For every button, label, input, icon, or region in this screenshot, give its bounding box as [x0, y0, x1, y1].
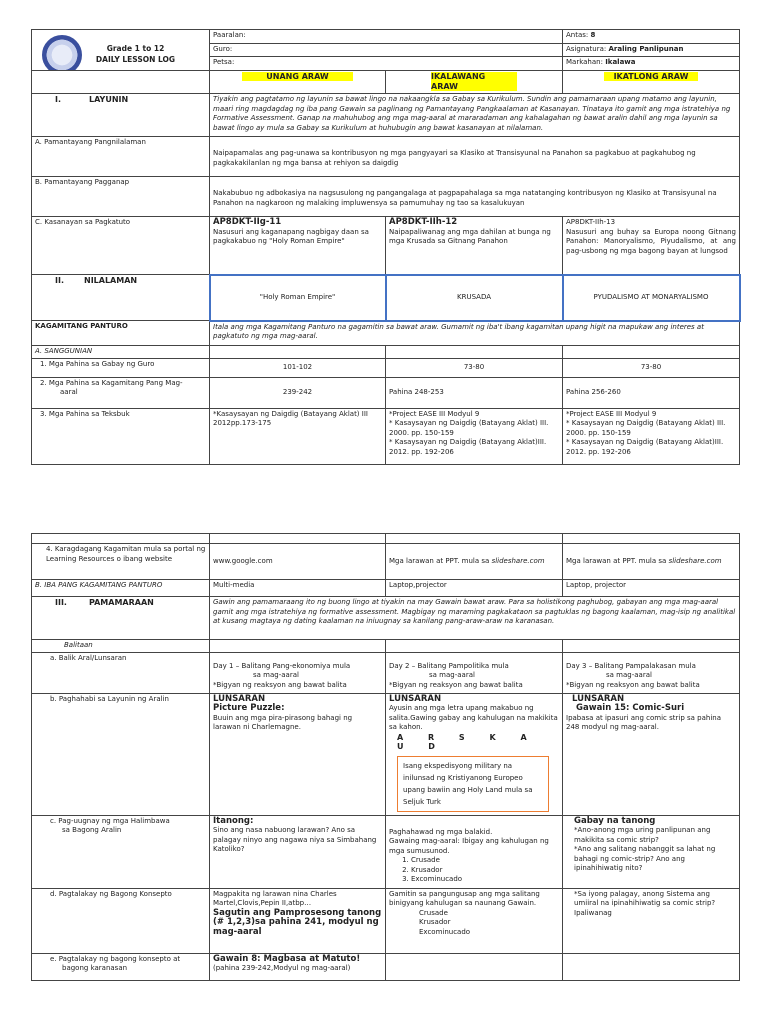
- balitaan-label: Balitaan: [32, 640, 210, 653]
- nilalaman-day1: "Holy Roman Empire": [210, 275, 386, 321]
- step-d-label: d. Pagtalakay ng Bagong Konsepto: [32, 888, 210, 953]
- iba-day3: Laptop, projector: [563, 580, 740, 597]
- asignatura-field: Asignatura: Araling Panlipunan: [563, 43, 740, 57]
- ref3-day3: *Project EASE III Modyul 9 * Kasaysayan ng Daigdig (Batayang Aklat) III. 2000. pp. 150-159 * Kasaysayan ng Daigdig (Batayang Aklat)III. 2012. pp. 192-206: [563, 408, 740, 464]
- step-a-label: a. Balik Aral/Lunsaran: [32, 652, 210, 693]
- step-b-day2: LUNSARAN Ayusin ang mga letra upang makabuo ng salita.Gawing gabay ang kahulugan na makikita sa kahon. A R S K A U D Isang ekspedisyong military na inilunsad ng Kristiyanong Europeo upang bawiin ang Holy Land mula sa Seljuk Turk: [386, 693, 563, 815]
- kasanayan-day1: AP8DKT-IIg-11 Nasusuri ang kaganapang nagbigay daan sa pagkakabuo ng "Holy Roman Empire": [210, 217, 386, 275]
- step-c-day1: Itanong: Sino ang nasa nabuong larawan? Ano sa palagay ninyo ang nagawa niya sa Simbahang Katoliko?: [210, 815, 386, 888]
- lesson-log-page-1: [31, 29, 739, 465]
- dll-title: DAILY LESSON LOG: [95, 55, 176, 64]
- iba-day1: Multi-media: [210, 580, 386, 597]
- step-b-day3: LUNSARAN Gawain 15: Comic-Suri Ipabasa at ipasuri ang comic strip sa pahina 248 modyul ng mag-aaral.: [563, 693, 740, 815]
- scrambled-letters: A R S K A U D: [397, 732, 538, 751]
- step-e-label: e. Pagtalakay ng bagong konsepto at bagong karanasan: [32, 953, 210, 980]
- step-b-label: b. Paghahabi sa Layunin ng Aralin: [32, 693, 210, 815]
- ref3-label: 3. Mga Pahina sa Teksbuk: [32, 408, 210, 464]
- terms-list: 1. Crusade 2. Krusador 3. Excominucado: [389, 856, 559, 885]
- step-c-label: c. Pag-uugnay ng mga Halimbawa sa Bagong Aralin: [32, 815, 210, 888]
- nilalaman-heading: II. NILALAMAN: [32, 275, 210, 321]
- ref1-day3: 73-80: [563, 358, 740, 377]
- pamamaraan-heading: III. PAMAMARAAN: [32, 597, 210, 640]
- iba-pang-label: B. IBA PANG KAGAMITANG PANTURO: [32, 580, 210, 597]
- header-logo-cell: [32, 30, 210, 71]
- ref2-day1: 239-242: [210, 377, 386, 408]
- kasanayan-day3: AP8DKT-IIh-13 Nasusuri ang buhay sa Europa noong Gitnang Panahon: Manoryalismo, Piyudalismo, at ang pag-usbong ng mga bagong bayan at lungsod: [563, 217, 740, 275]
- kagamitan-heading: KAGAMITANG PANTURO: [32, 321, 210, 346]
- grade-label: Grade 1 to 12: [106, 44, 165, 53]
- ref3-day1: *Kasaysayan ng Daigdig (Batayang Aklat) III 2012pp.173-175: [210, 408, 386, 464]
- kasanayan-day2: AP8DKT-IIh-12 Naipapaliwanag ang mga dahilan at bunga ng mga Krusada sa Gitnang Panahon: [386, 217, 563, 275]
- step-d-day1: Magpakita ng larawan nina Charles Martel,Clovis,Pepin II,atbp… Sagutin ang Pamprosesong tanong (# 1,2,3)sa pahina 241, modyul ng mag-aaral: [210, 888, 386, 953]
- ref3-day2: *Project EASE III Modyul 9 * Kasaysayan ng Daigdig (Batayang Aklat) III. 2000. pp. 150-159 * Kasaysayan ng Daigdig (Batayang Aklat)III. 2012. pp. 192-206: [386, 408, 563, 464]
- pagganap-label: B. Pamantayang Pagganap: [32, 177, 210, 217]
- ref1-day1: 101-102: [210, 358, 386, 377]
- ref2-day3: Pahina 256-260: [563, 377, 740, 408]
- day2-header: IKALAWANG ARAW: [431, 72, 517, 91]
- ref2-day2: Pahina 248-253: [386, 377, 563, 408]
- ref4-day1: www.google.com: [210, 544, 386, 580]
- step-a-day1: Day 1 – Balitang Pang-ekonomiya mula sa mag-aaral *Bigyan ng reaksyon ang bawat balita: [210, 652, 386, 693]
- ref4-day2: Mga larawan at PPT. mula sa slideshare.com: [386, 544, 563, 580]
- pagganap-text: Nakabubuo ng adbokasiya na nagsusulong ng pangangalaga at pagpapahalaga sa mga natatanging kontribusyon ng Klasiko at Transisyunal na Panahon na nagkaroon ng malaking impluwensya sa pamumuhay ng tao sa kasalukuyan: [210, 177, 740, 217]
- ref1-day2: 73-80: [386, 358, 563, 377]
- step-c-day3: Gabay na tanong *Ano-anong mga uring panlipunan ang makikita sa comic strip? *Ano ang salitang nabanggit sa lahat ng bahagi ng comic-strip? Ano ang ipinahihiwatig nito?: [563, 815, 740, 888]
- antas-field: Antas: 8: [563, 30, 740, 44]
- step-c-day2: Paghahawad ng mga balakid. Gawaing mag-aaral: Ibigay ang kahulugan ng mga sumusunod. 1. Crusade 2. Krusador 3. Excominucado: [386, 815, 563, 888]
- step-d-day2: Gamitin sa pangungusap ang mga salitang binigyang kahulugan sa naunang Gawain. Crusade Krusador Excominucado: [386, 888, 563, 953]
- lesson-log-page-2: [31, 533, 739, 981]
- definition-box: Isang ekspedisyong military na inilunsad ng Kristiyanong Europeo upang bawiin ang Holy Land mula sa Seljuk Turk: [397, 756, 549, 812]
- layunin-text: Tiyakin ang pagtatamo ng layunin sa bawat lingo na nakaangkla sa Gabay sa Kurikulum. Sundin ang pamamaraan upang matamo ang layunin, maari ring magdagdag ng iba pang Gawain sa paglinang ng Pamantayang Pangkaalaman at Kasanayan. Tinataya ito gamit ang mga istratehiya ng Formative Assessment. Ganap na mahuhubog ang mga mag-aaral at mararadaman ang kahalagahan ng bawat aralin dahil ang mga layunin sa bawat lingo ay mula sa Gabay sa Kurikulum at huhubugin ang bawat kasanayan at nilalaman.: [210, 94, 740, 137]
- kasanayan-label: C. Kasanayan sa Pagkatuto: [32, 217, 210, 275]
- pamamaraan-text: Gawin ang pamamaraang ito ng buong lingo at tiyakin na may Gawain bawat araw. Para sa holistikong paghubog, gabayan ang mga mag-aaral gamit ang mga istratehiya ng formative assessment. Magbigay ng maraming pagkakataon sa pagtuklas ng bagong kaalaman, mag-isip ng analitikal at kusang magtaya ng dating kaalaman na iniuugnay sa kanilang pang-araw-araw na karanasan.: [210, 597, 740, 640]
- procedure-table: [31, 533, 740, 981]
- day3-header: IKATLONG ARAW: [604, 72, 699, 81]
- step-e-day1: Gawain 8: Magbasa at Matuto! (pahina 239-242,Modyul ng mag-aaral): [210, 953, 386, 980]
- header-table: [31, 29, 741, 465]
- nilalaman-day2: KRUSADA: [386, 275, 563, 321]
- sanggunian-label: A. SANGGUNIAN: [32, 346, 210, 359]
- guro-field: Guro:: [210, 43, 563, 57]
- step-a-day2: Day 2 – Balitang Pampolitika mula sa mag-aaral *Bigyan ng reaksyon ang bawat balita: [386, 652, 563, 693]
- ref4-label: 4. Karagdagang Kagamitan mula sa portal ng Learning Resources o ibang website: [32, 544, 210, 580]
- step-d-day3: *Sa iyong palagay, anong Sistema ang umiiral na ipinahihiwatig sa comic strip? Ipaliwanag: [563, 888, 740, 953]
- markahan-field: Markahan: Ikalawa: [563, 57, 740, 71]
- step-b-day1: LUNSARAN Picture Puzzle: Buuin ang mga pira-pirasong bahagi ng larawan ni Charlemagne.: [210, 693, 386, 815]
- ref2-label: 2. Mga Pahina sa Kagamitang Pang Mag- aaral: [32, 377, 210, 408]
- iba-day2: Laptop,projector: [386, 580, 563, 597]
- ref1-label: 1. Mga Pahina sa Gabay ng Guro: [32, 358, 210, 377]
- petsa-field: Petsa:: [210, 57, 563, 71]
- paaralan-field: Paaralan:: [210, 30, 563, 44]
- layunin-heading: I. LAYUNIN: [32, 94, 210, 137]
- kagamitan-text: Itala ang mga Kagamitang Panturo na gagamitin sa bawat araw. Gumamit ng iba't ibang kagamitan upang higit na mapukaw ang interes at pagkatuto ng mga mag-aaral.: [210, 321, 740, 346]
- day1-header: UNANG ARAW: [242, 72, 352, 81]
- pangnilalaman-label: A. Pamantayang Pangnilalaman: [32, 137, 210, 177]
- pangnilalaman-text: Naipapamalas ang pag-unawa sa kontribusyon ng mga pangyayari sa Klasiko at Transisyunal na Panahon sa pagkabuo at pagkahubog ng pagkakakilanlan ng mga bansa at rehiyon sa daigdig: [210, 137, 740, 177]
- deped-seal-logo: [42, 35, 82, 71]
- step-a-day3: Day 3 – Balitang Pampalakasan mula sa mag-aaral *Bigyan ng reaksyon ang bawat balita: [563, 652, 740, 693]
- ref4-day3: Mga larawan at PPT. mula sa slideshare.com: [563, 544, 740, 580]
- nilalaman-day3: PYUDALISMO AT MONARYALISMO: [563, 275, 740, 321]
